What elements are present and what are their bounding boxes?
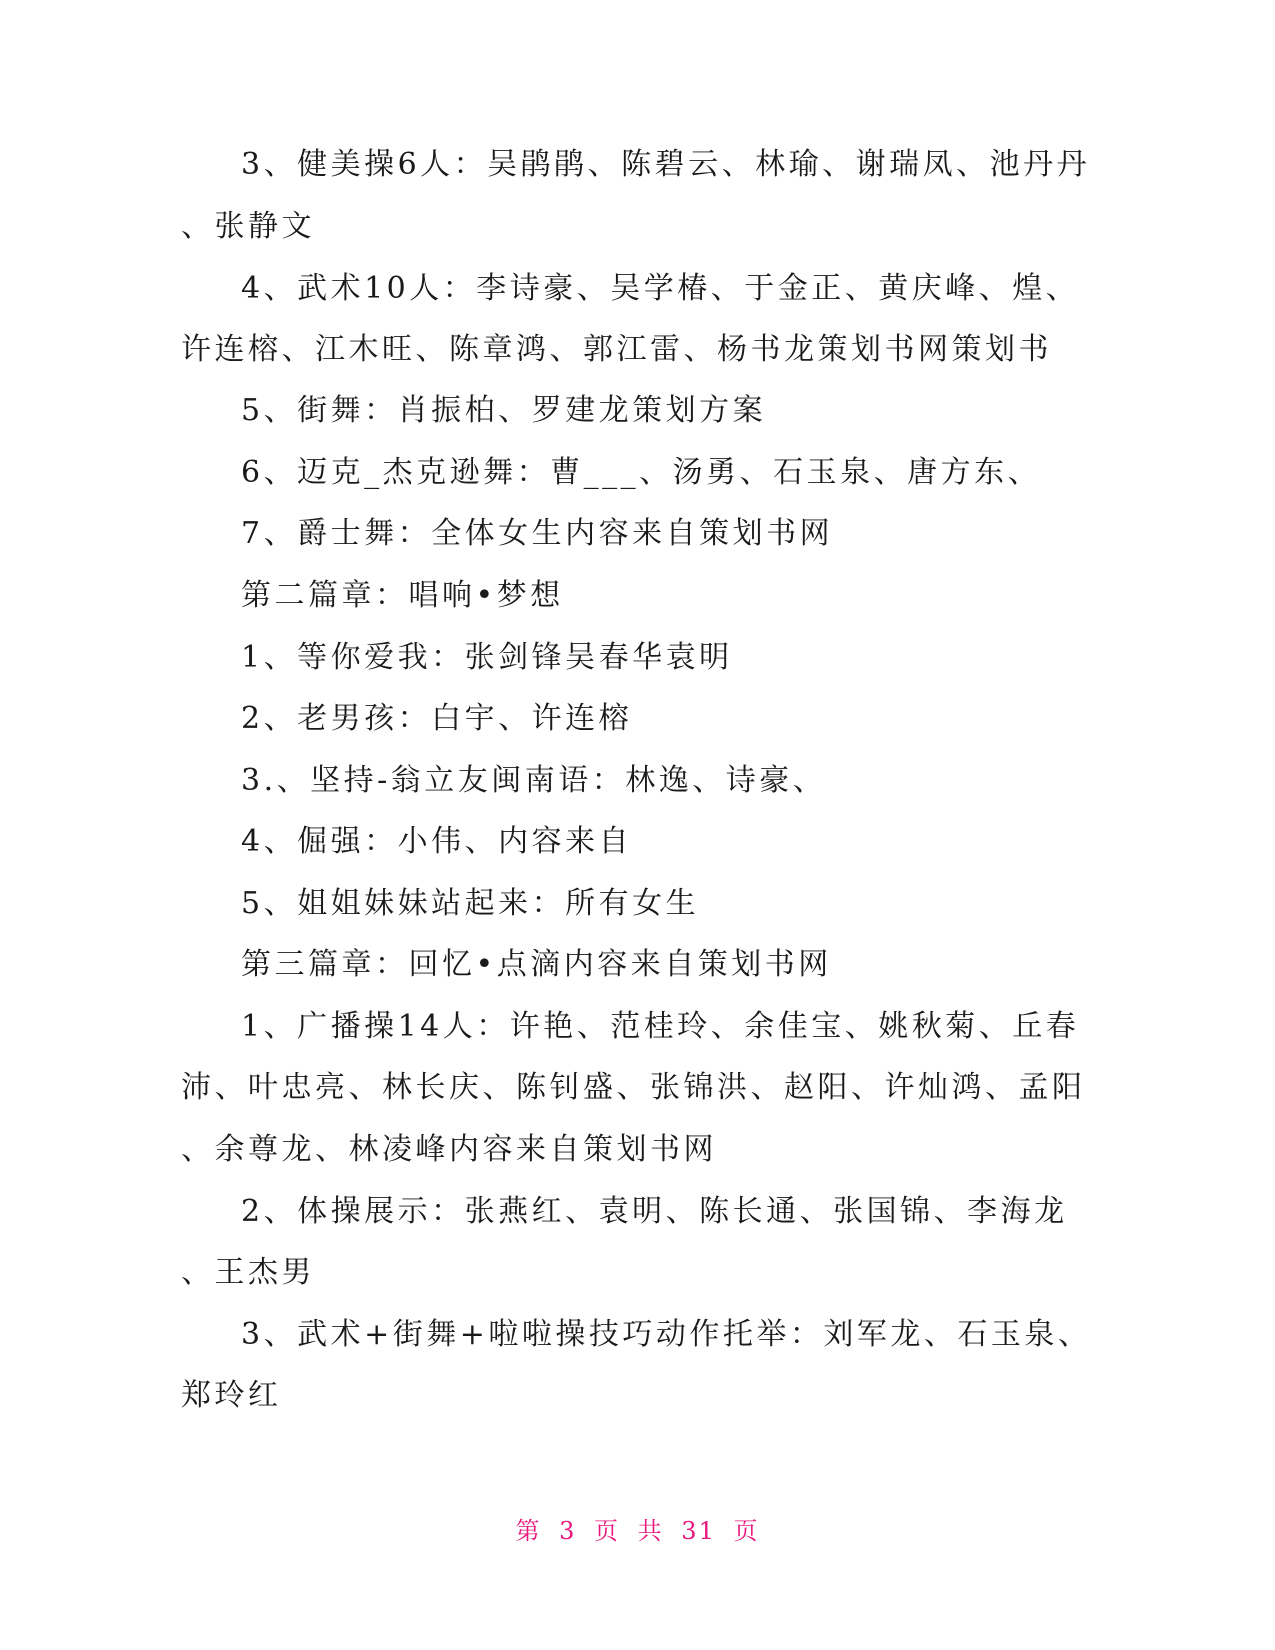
text-line: 、张静文 bbox=[181, 209, 315, 244]
section-heading: 第三篇章：回忆•点滴内容来自策划书网 bbox=[241, 947, 832, 982]
text-line: 5、姐姐妹妹站起来：所有女生 bbox=[241, 886, 700, 921]
text-line: 3、健美操6人：吴鹃鹃、陈碧云、林瑜、谢瑞凤、池丹丹 bbox=[241, 147, 1091, 182]
text-line: 沛、叶忠亮、林长庆、陈钊盛、张锦洪、赵阳、许灿鸿、孟阳 bbox=[181, 1070, 1086, 1105]
text-line: 3.、坚持-翁立友闽南语：林逸、诗豪、 bbox=[241, 763, 827, 798]
page-number-footer: 第 3 页 共 31 页 bbox=[515, 1517, 760, 1545]
text-line: 2、体操展示：张燕红、袁明、陈长通、张国锦、李海龙 bbox=[241, 1194, 1068, 1229]
text-line: 7、爵士舞：全体女生内容来自策划书网 bbox=[241, 516, 834, 551]
text-line: 3、武术+街舞+啦啦操技巧动作托举：刘军龙、石玉泉、 bbox=[241, 1317, 1092, 1352]
text-line: 6、迈克_杰克逊舞：曹___、汤勇、石玉泉、唐方东、 bbox=[241, 455, 1042, 490]
text-line: 1、广播操14人：许艳、范桂玲、余佳宝、姚秋菊、丘春 bbox=[241, 1009, 1080, 1044]
text-line: 4、武术10人：李诗豪、吴学椿、于金正、黄庆峰、煌、 bbox=[241, 271, 1080, 306]
text-line: 、王杰男 bbox=[181, 1255, 315, 1290]
text-line: 、余尊龙、林凌峰内容来自策划书网 bbox=[181, 1132, 717, 1167]
text-line: 4、倔强：小伟、内容来自 bbox=[241, 824, 633, 859]
text-line: 1、等你爱我：张剑锋吴春华袁明 bbox=[241, 640, 733, 675]
text-line: 郑玲红 bbox=[181, 1378, 282, 1413]
text-line: 许连榕、江木旺、陈章鸿、郭江雷、杨书龙策划书网策划书 bbox=[181, 332, 1052, 367]
section-heading: 第二篇章：唱响•梦想 bbox=[241, 578, 564, 613]
text-line: 5、街舞：肖振柏、罗建龙策划方案 bbox=[241, 393, 767, 428]
text-line: 2、老男孩：白宇、许连榕 bbox=[241, 701, 633, 736]
